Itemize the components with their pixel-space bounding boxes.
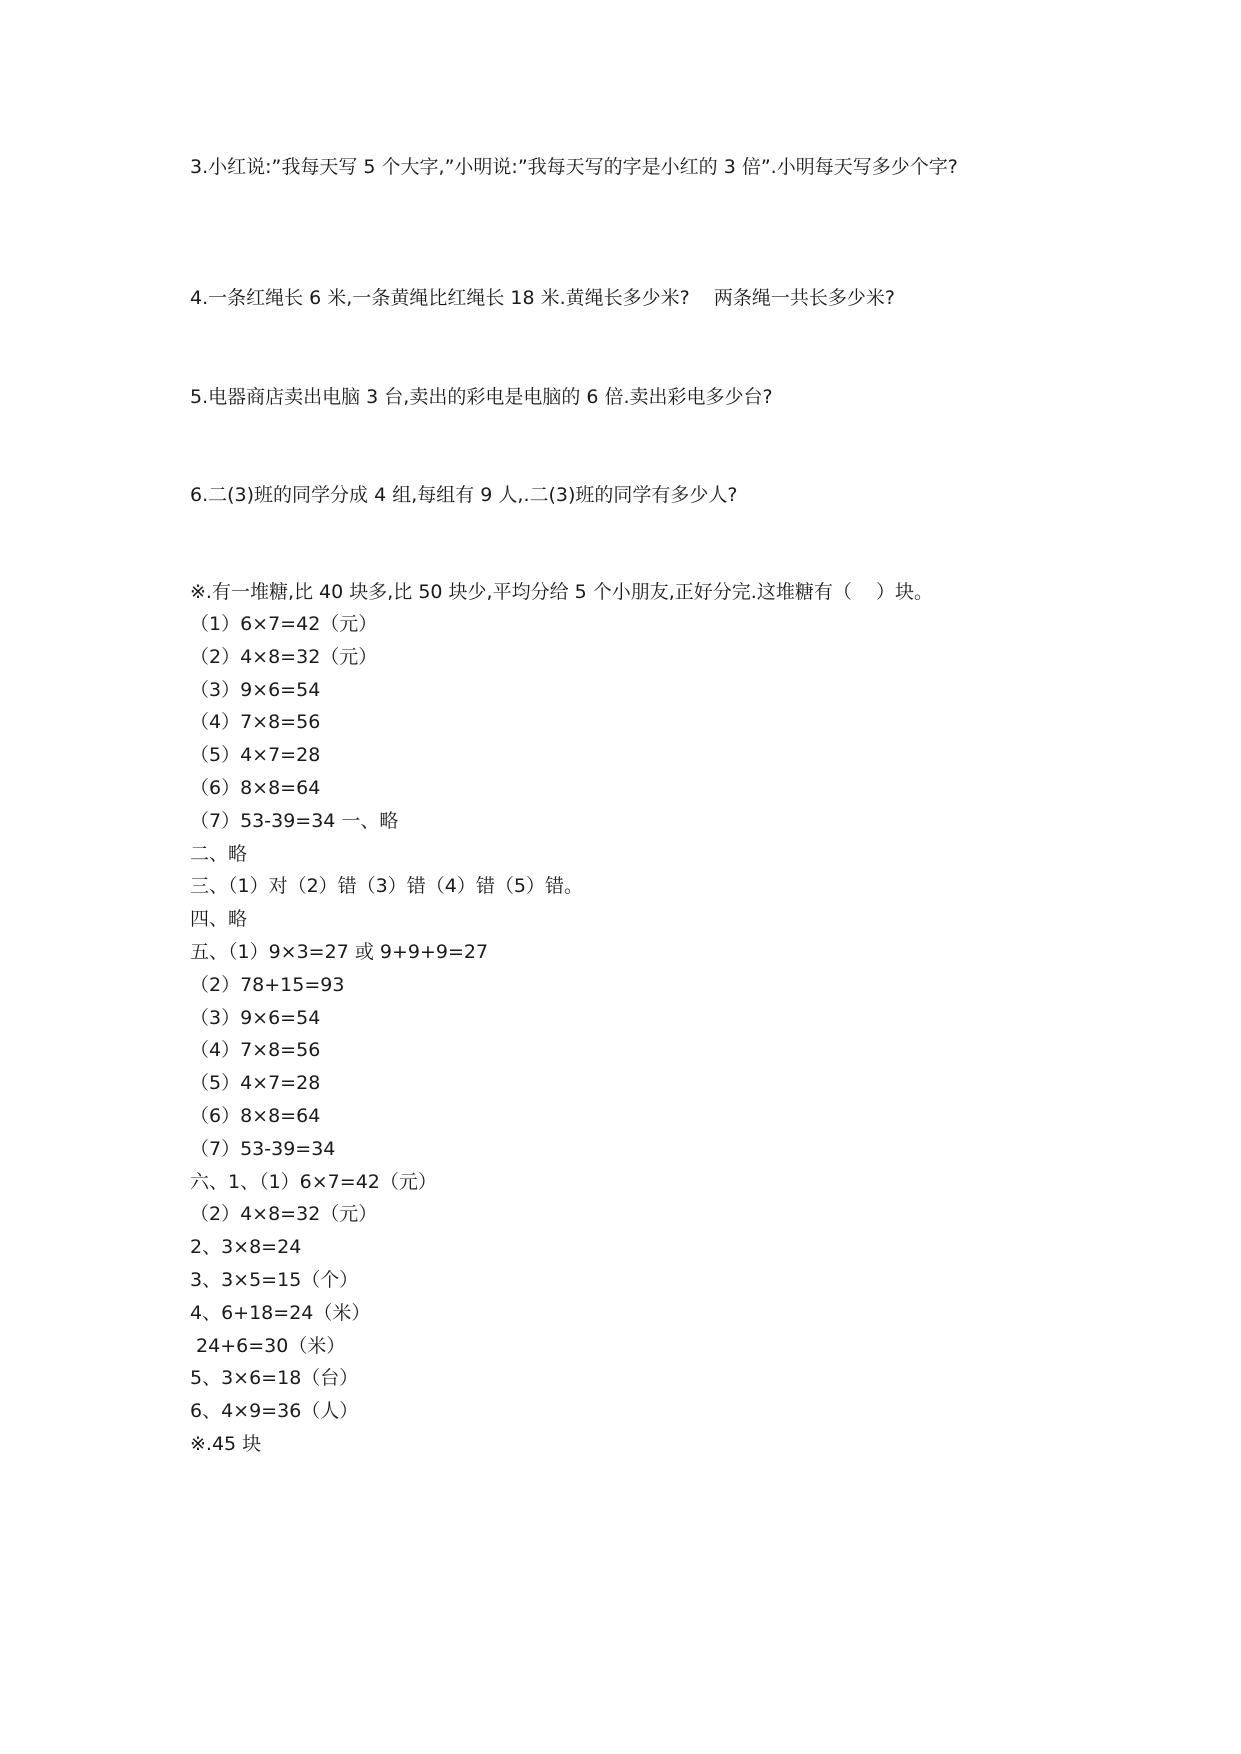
answer-line: （5）4×7=28 [190, 1072, 321, 1095]
answer-line: ※.45 块 [190, 1432, 262, 1455]
answer-line: 二、略 [190, 842, 248, 865]
answer-line: 3、3×5=15（个） [190, 1268, 359, 1291]
answer-line: （3）9×6=54 [190, 678, 321, 701]
question-3: 3.小红说:”我每天写 5 个大字,”小明说:”我每天写的字是小红的 3 倍”.小明每天写多少个字? [190, 156, 958, 178]
answer-line: （2）4×8=32（元） [190, 1203, 378, 1226]
answer-line: 五、（1）9×3=27 或 9+9+9=27 [190, 940, 489, 963]
answer-line: 5、3×6=18（台） [190, 1367, 359, 1390]
answer-line: （6）8×8=64 [190, 1104, 321, 1127]
question-5: 5.电器商店卖出电脑 3 台,卖出的彩电是电脑的 6 倍.卖出彩电多少台? [190, 386, 773, 408]
answer-line: （2）78+15=93 [190, 973, 345, 996]
answer-line: （1）6×7=42（元） [190, 613, 378, 635]
answer-line: （4）7×8=56 [190, 711, 321, 734]
answer-line: 六、1、（1）6×7=42（元） [190, 1170, 437, 1193]
answer-line: 4、6+18=24（米） [190, 1301, 371, 1324]
answer-line: （4）7×8=56 [190, 1039, 321, 1062]
answer-line: （7）53-39=34 一、略 [190, 809, 399, 832]
answer-line: （5）4×7=28 [190, 744, 321, 767]
answer-line: 6、4×9=36（人） [190, 1400, 359, 1423]
question-6: 6.二(3)班的同学分成 4 组,每组有 9 人,.二(3)班的同学有多少人? [190, 484, 738, 506]
answer-line: （3）9×6=54 [190, 1006, 321, 1029]
answer-list [190, 608, 1060, 1461]
answer-line: 三、（1）对（2）错（3）错（4）错（5）错。 [190, 875, 583, 898]
question-bonus: ※.有一堆糖,比 40 块多,比 50 块少,平均分给 5 个小朋友,正好分完.这堆糖有（ ）块。 [190, 581, 933, 603]
answer-line: 2、3×8=24 [190, 1236, 302, 1259]
answer-line: 24+6=30（米） [190, 1334, 346, 1357]
answer-line: （7）53-39=34 [190, 1137, 336, 1160]
answer-line: 四、略 [190, 908, 248, 931]
answer-line: （2）4×8=32（元） [190, 645, 378, 668]
question-4: 4.一条红绳长 6 米,一条黄绳比红绳长 18 米.黄绳长多少米? 两条绳一共长多少米? [190, 287, 895, 309]
answer-line: （6）8×8=64 [190, 776, 321, 799]
